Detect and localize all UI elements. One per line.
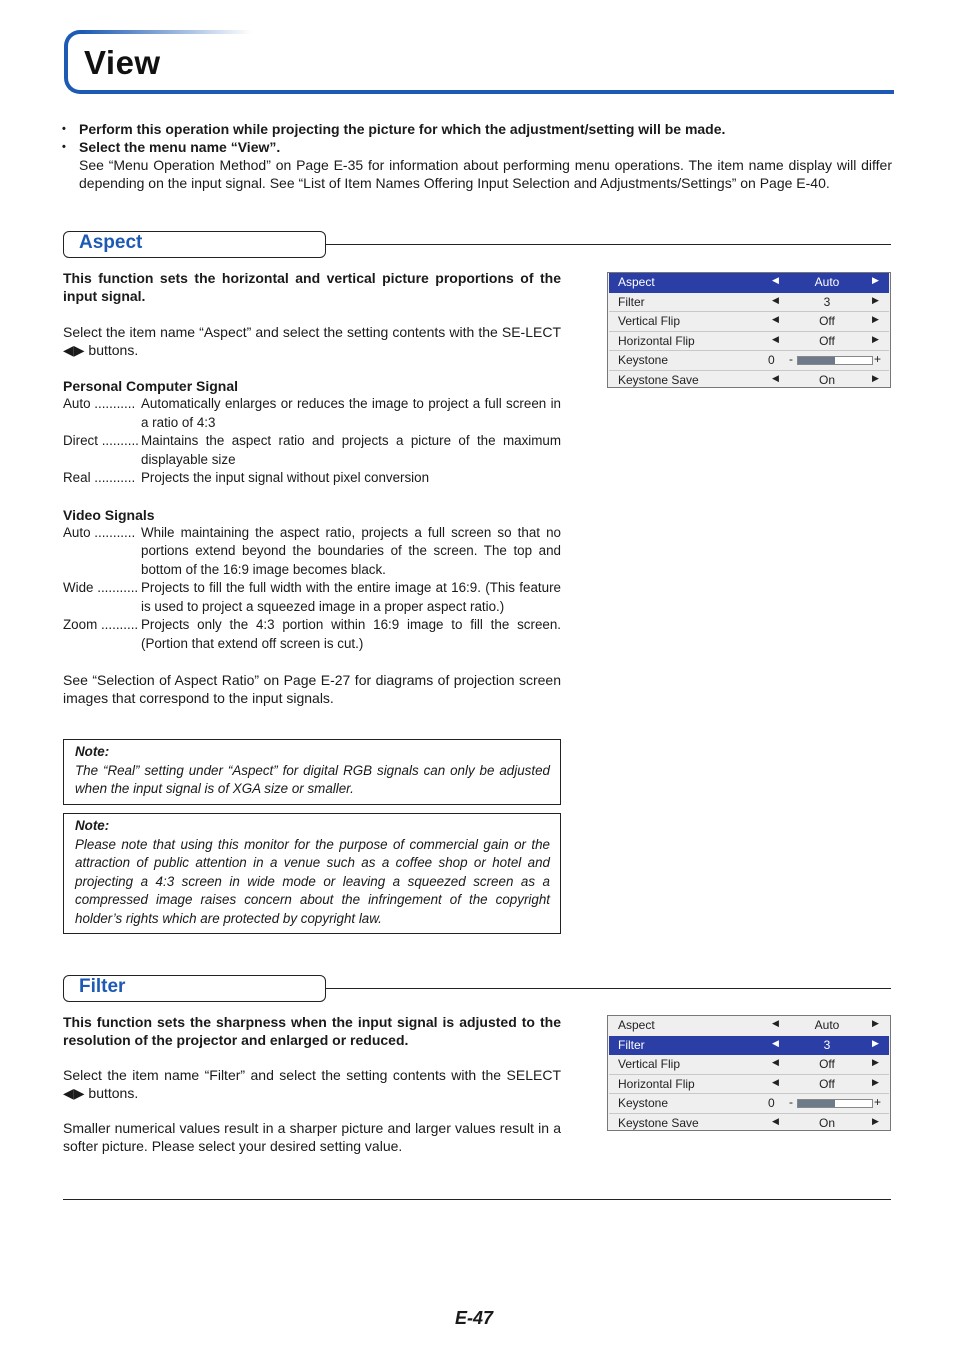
keystone-slider [797,356,873,365]
aspect-heading-rule [325,244,891,245]
def-term: Zoom .......... [63,617,139,632]
note-box-1 [63,739,561,805]
note-2-body: Please note that using this monitor for the purpose of commercial gain or the attraction of public attention in a venue such as a coffee shop or hotel and projecting a 4:3 screen in wide mode or leaving a squeezed screen as a compressed image raises concern about the infringement of the copyright holder’s rights which are protected by copyright law. [75,836,550,926]
menu-item-name: Aspect [618,275,655,289]
filter-smaller-text: Smaller numerical values result in a sharper picture and larger values result in a softer picture. Please select your desired setting value. [63,1120,561,1154]
menu-item-value: Auto [814,275,840,289]
page-title: View [84,44,161,81]
right-arrow-icon: ▶ [872,1057,879,1067]
video-item-wide [63,579,561,616]
filter-menu-screenshot [607,1015,891,1131]
menu-row-aspect [609,273,889,293]
keystone-value: 0 [768,1096,775,1110]
video-item-auto [63,524,561,580]
aspect-body [63,269,561,707]
note-1-heading: Note: [75,744,110,759]
pc-item-auto [63,395,561,432]
menu-item-value: Off [819,1076,835,1091]
menu-item-name: Keystone [618,353,669,367]
note-1-body: The “Real” setting under “Aspect” for digital RGB signals can only be adjusted when the input signal is of XGA size or smaller. [75,762,550,796]
filter-body [63,1013,561,1155]
filter-section-header [63,975,891,1002]
right-arrow-icon: ▶ [872,314,879,324]
menu-item-name: Vertical Flip [618,1057,681,1071]
menu-item-value: Auto [814,1018,840,1032]
aspect-section-header [63,231,891,258]
intro-bullet-2-desc: See “Menu Operation Method” on Page E-35 for information about performing menu operations. The item name display will differ depending on the input signal. See “List of Item Names Offering Input Selection and Adjustments/Settings” on Page E-40. [79,157,892,191]
menu-item-value: 3 [823,1037,831,1052]
menu-row-keystone [609,1094,889,1114]
menu-item-value: On [818,372,835,387]
video-item-zoom [63,616,561,653]
menu-row-horizontal-flip [609,332,889,352]
aspect-lead: This function sets the horizontal and vertical picture proportions of the input signal. [63,270,561,304]
aspect-select-text: Select the item name “Aspect” and select the setting contents with the SE-LECT ◀▶ buttons. [63,324,561,358]
menu-item-name: Filter [618,1037,645,1052]
menu-item-value: Off [819,1057,835,1071]
def-term: Real ........... [63,470,136,485]
pc-item-real [63,469,561,488]
filter-heading: Filter [79,976,126,997]
left-arrow-icon: ◀ [772,294,779,305]
aspect-menu-screenshot [607,272,891,388]
filter-lead: This function sets the sharpness when the input signal is adjusted to the resolution of the projector and enlarged or reduced. [63,1014,561,1048]
left-arrow-icon: ◀ [772,372,779,383]
menu-item-name: Horizontal Flip [618,1076,695,1091]
bottom-rule [63,1199,891,1200]
note-2-heading: Note: [75,818,110,833]
right-arrow-icon: ▶ [872,1018,879,1028]
intro-bullet-2: • Select the menu name “View”. [62,138,892,156]
def-desc: Maintains the aspect ratio and projects a picture of the maximum displayable size [141,433,561,467]
left-arrow-icon: ◀ [772,1115,779,1126]
menu-item-name: Aspect [618,1018,655,1032]
menu-item-value: 3 [823,294,831,309]
video-signal-heading: Video Signals [63,506,155,523]
menu-item-name: Filter [618,294,645,309]
def-desc: Projects only the 4:3 portion within 16:9 image to fill the screen. (Portion that extend off screen is cut.) [141,617,561,651]
plus-icon: + [874,352,882,366]
pc-signal-heading: Personal Computer Signal [63,378,239,394]
def-term: Auto ........... [63,396,136,411]
menu-item-name: Keystone Save [618,372,699,387]
filter-select-text: Select the item name “Filter” and select the setting contents with the SELECT ◀▶ buttons. [63,1067,561,1101]
right-arrow-icon: ▶ [872,372,879,383]
menu-row-filter [609,293,889,313]
menu-item-name: Horizontal Flip [618,333,695,348]
menu-item-name: Keystone Save [618,1115,699,1130]
intro-bullet-1: • Perform this operation while projecting the picture for which the adjustment/setting will be made. [62,120,892,138]
left-arrow-icon: ◀ [772,1057,779,1067]
menu-row-filter [609,1036,889,1056]
note-box-2 [63,813,561,934]
aspect-see-text: See “Selection of Aspect Ratio” on Page E-27 for diagrams of projection screen images that correspond to the input signals. [63,672,561,706]
def-term: Direct .......... [63,433,139,448]
menu-row-horizontal-flip [609,1075,889,1095]
menu-item-value: Off [819,314,835,328]
def-desc: Automatically enlarges or reduces the image to project a full screen in a ratio of 4:3 [141,396,561,430]
right-arrow-icon: ▶ [872,1115,879,1126]
menu-item-value: On [818,1115,835,1130]
menu-item-name: Keystone [618,1096,669,1110]
left-arrow-icon: ◀ [772,1018,779,1028]
keystone-slider [797,1099,873,1108]
menu-item-name: Vertical Flip [618,314,681,328]
left-arrow-icon: ◀ [772,314,779,324]
right-arrow-icon: ▶ [872,275,879,285]
def-term: Auto ........... [63,524,136,540]
left-arrow-icon: ◀ [772,1037,779,1048]
aspect-heading: Aspect [79,232,143,253]
title-border [64,30,84,94]
pc-item-direct [63,432,561,469]
plus-icon: + [874,1095,882,1109]
page-number: E-47 [455,1308,494,1328]
right-arrow-icon: ▶ [872,1076,879,1087]
menu-row-vertical-flip [609,312,889,332]
left-arrow-icon: ◀ [772,275,779,285]
menu-item-value: Off [819,333,835,348]
keystone-slider-fill [798,1100,835,1107]
right-arrow-icon: ▶ [872,294,879,305]
menu-row-aspect [609,1016,889,1036]
keystone-slider-fill [798,357,835,364]
def-desc: Projects the input signal without pixel conversion [141,470,430,485]
def-term: Wide ........... [63,580,139,595]
def-desc: While maintaining the aspect ratio, projects a full screen so that no portions extend beyond the boundaries of the screen. The top and bottom of the 16:9 image becomes black. [141,524,561,577]
title-frame [64,30,894,94]
left-arrow-icon: ◀ [772,333,779,344]
title-underline [82,90,894,94]
minus-icon: - [789,352,793,366]
intro-bullets [62,120,892,192]
def-desc: Projects to fill the full width with the entire image at 16:9. (This feature is used to project a squeezed image in a proper aspect ratio.) [141,580,561,614]
right-arrow-icon: ▶ [872,1037,879,1048]
left-arrow-icon: ◀ [772,1076,779,1087]
menu-row-vertical-flip [609,1055,889,1075]
keystone-value: 0 [768,353,775,367]
filter-heading-rule [325,988,891,989]
menu-row-keystone-save [609,371,889,391]
menu-row-keystone-save [609,1114,889,1134]
right-arrow-icon: ▶ [872,333,879,344]
title-gradient [82,30,252,34]
minus-icon: - [789,1095,793,1109]
menu-row-keystone [609,351,889,371]
